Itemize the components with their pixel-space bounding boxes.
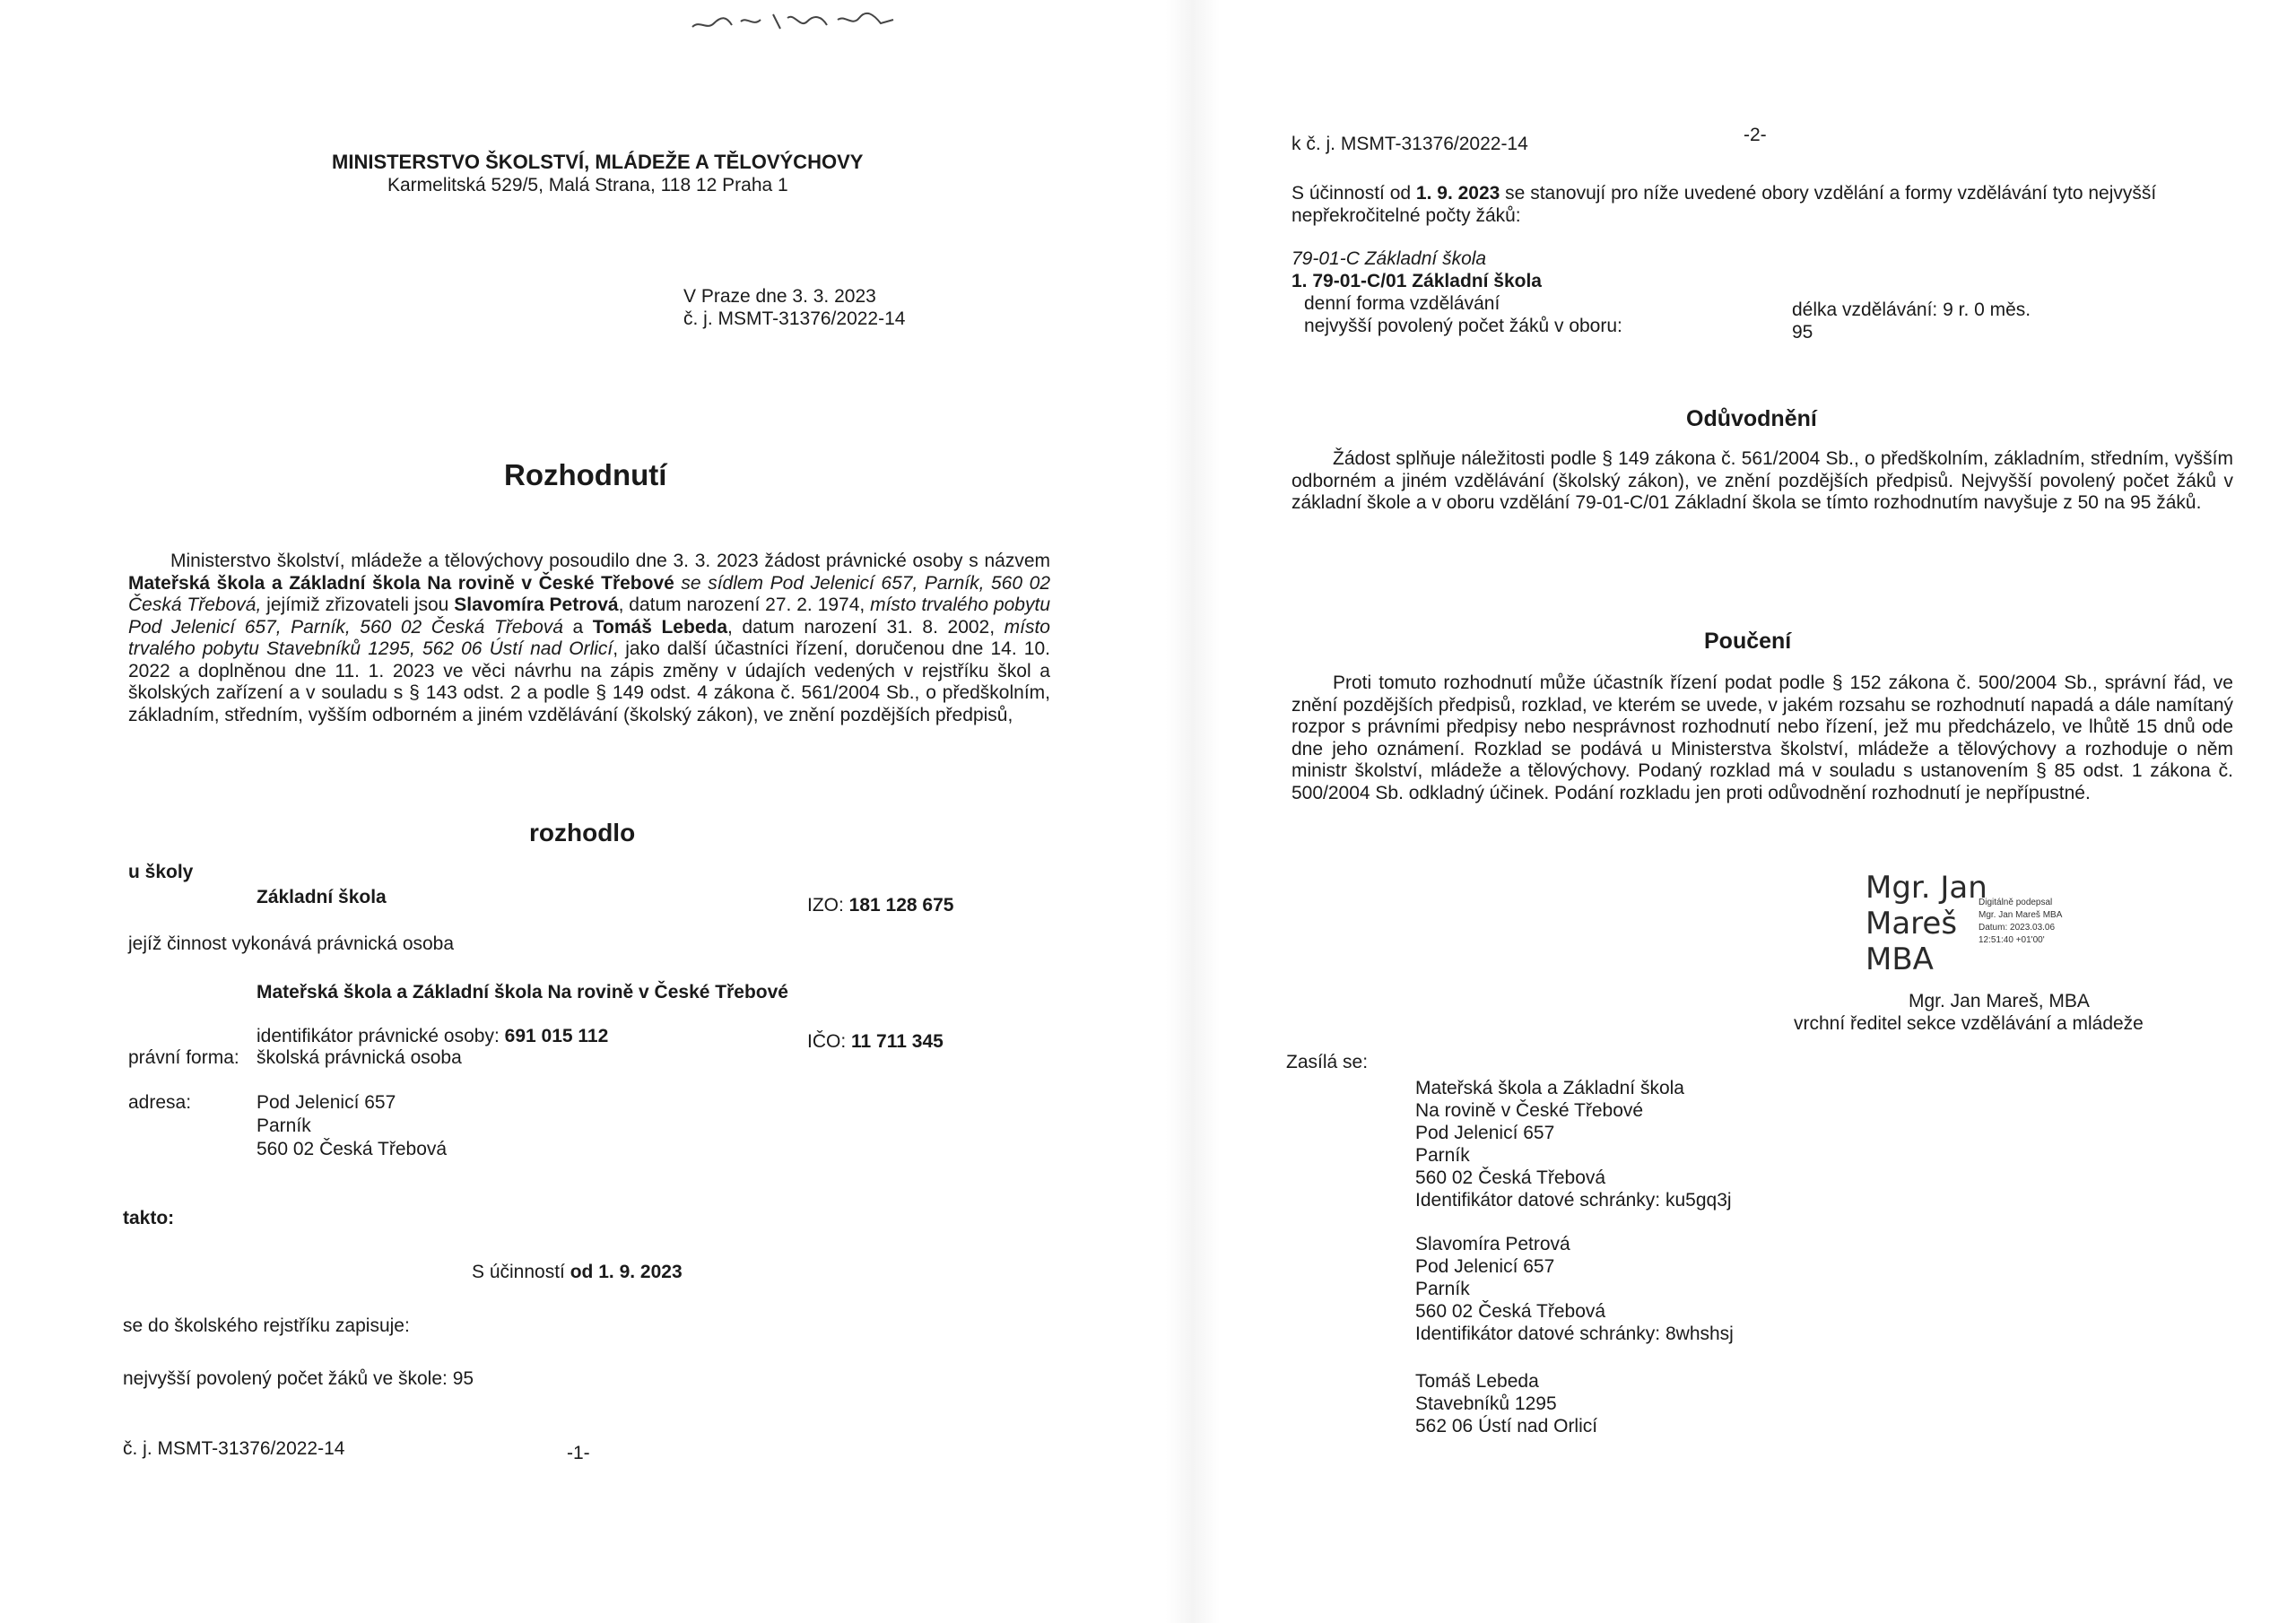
- signature-meta: Datum: 2023.03.06: [1979, 923, 2056, 933]
- signature-name: Mgr. Jan: [1866, 870, 1987, 906]
- date-line: V Praze dne 3. 3. 2023: [683, 286, 876, 307]
- izo: IZO: 181 128 675: [807, 895, 954, 916]
- signature-meta: 12:51:40 +01'00': [1979, 935, 2045, 945]
- address-line: 560 02 Česká Třebová: [257, 1139, 448, 1159]
- recipient-line: Parník: [1415, 1279, 1470, 1299]
- recipient-line: Identifikátor datové schránky: ku5gq3j: [1415, 1190, 1732, 1211]
- recipient-line: Identifikátor datové schránky: 8whshsj: [1415, 1324, 1734, 1344]
- signer-name: Mgr. Jan Mareš, MBA: [1909, 991, 2090, 1011]
- reference-number: k č. j. MSMT-31376/2022-14: [1292, 134, 1528, 154]
- signature-meta: Digitálně podepsal: [1979, 898, 2053, 907]
- ico: IČO: 11 711 345: [807, 1031, 944, 1052]
- effective-date-line: S účinností od 1. 9. 2023: [472, 1262, 683, 1282]
- recipient-line: Mateřská škola a Základní škola: [1415, 1078, 1684, 1098]
- recipient-line: Pod Jelenicí 657: [1415, 1256, 1555, 1277]
- address-line: Parník: [257, 1115, 311, 1136]
- signature-name: Mareš: [1866, 906, 1958, 942]
- sent-to-label: Zasílá se:: [1286, 1052, 1369, 1072]
- address-line: Pod Jelenicí 657: [257, 1092, 396, 1113]
- recipient-line: 560 02 Česká Třebová: [1415, 1167, 1606, 1188]
- capacity-line: nejvyšší povolený počet žáků ve škole: 95: [123, 1368, 474, 1389]
- legal-entity-id: identifikátor právnické osoby: 691 015 112: [257, 1026, 609, 1046]
- instruction-text: Proti tomuto rozhodnutí může účastník řízení podat podle § 152 zákona č. 500/2004 Sb., správní řád, ve znění pozdějších předpisů, rozklad, ve kterém se uvede, v jakém rozsahu se rozhodnutí napadá a dále namítaný rozpor s právními předpisy nebo nesprávnost rozhodnutí nebo řízení, jež mu předcházelo, ve lhůtě 15 dnů ode dne jeho oznámení. Rozklad se podává u Ministerstva školství, mládeže a tělovýchovy a rozhoduje o něm ministr školství, mládeže a tělovýchovy. Podaný rozklad má v souladu s ustanovením § 85 odst. 1 zákona č. 500/2004 Sb. odkladný účinek. Podání rozkladu jen proti odůvodnění rozhodnutí je nepřípustné.: [1292, 673, 2233, 803]
- recipient-line: Pod Jelenicí 657: [1415, 1123, 1555, 1143]
- page-gutter: [1166, 0, 1220, 1623]
- decision-title: Rozhodnutí: [504, 458, 667, 491]
- legal-form-label: právní forma:: [128, 1047, 239, 1068]
- effective-paragraph: S účinností od 1. 9. 2023 se stanovují pro níže uvedené obory vzdělání a formy vzdělávání tyto nejvyšší nepřekročitelné počty žáků:: [1292, 183, 2157, 226]
- page-number: -1-: [567, 1443, 590, 1463]
- recipient-line: Parník: [1415, 1145, 1470, 1166]
- page-2: [1229, 0, 2296, 1623]
- signature-name: MBA: [1866, 942, 1934, 977]
- recipient-line: Na rovině v České Třebové: [1415, 1100, 1644, 1121]
- footer-reference: č. j. MSMT-31376/2022-14: [123, 1438, 345, 1459]
- max-label: nejvyšší povolený počet žáků v oboru:: [1304, 316, 1622, 336]
- decided-heading: rozhodlo: [529, 819, 636, 846]
- recipient-line: Stavebníků 1295: [1415, 1393, 1557, 1414]
- reasoning-text: Žádost splňuje náležitosti podle § 149 zákona č. 561/2004 Sb., o předškolním, základním, středním, vyšším odborném a jiném vzdělávání (školský zákon), ve znění pozdějších předpisů. Nejvyšší povolený počet žáků v základní škole a v oboru vzdělání 79-01-C/01 Základní škola se tímto rozhodnutím navyšuje z 50 na 95 žáků.: [1292, 448, 2233, 513]
- signer-title: vrchní ředitel sekce vzdělávání a mládeže: [1794, 1013, 2144, 1034]
- field-item: 1. 79-01-C/01 Základní škola: [1292, 271, 1542, 291]
- operator-label: jejíž činnost vykonává právnická osoba: [128, 933, 455, 954]
- thus-label: takto:: [123, 1208, 175, 1228]
- address-label: adresa:: [128, 1092, 192, 1113]
- field-group: 79-01-C Základní škola: [1292, 248, 1487, 269]
- school-name: Základní škola: [257, 887, 387, 907]
- ministry-address: Karmelitská 529/5, Malá Strana, 118 12 Praha 1: [387, 175, 788, 195]
- form-label: denní forma vzdělávání: [1304, 293, 1500, 314]
- register-line: se do školského rejstříku zapisuje:: [123, 1315, 410, 1336]
- operator-name: Mateřská škola a Základní škola Na rovině v České Třebové: [257, 982, 788, 1002]
- instruction-heading: Poučení: [1704, 629, 1792, 654]
- reference-number: č. j. MSMT-31376/2022-14: [683, 308, 906, 329]
- recipient-line: 562 06 Ústí nad Orlicí: [1415, 1416, 1598, 1436]
- reasoning-heading: Odůvodnění: [1686, 406, 1817, 431]
- intro-paragraph: Ministerstvo školství, mládeže a tělovýchovy posoudilo dne 3. 3. 2023 žádost právnické osoby s názvem Mateřská škola a Základní škola Na rovině v České Třebové se sídlem Pod Jelenicí 657, Parník, 560 02 Česká Třebová, jejímiž zřizovateli jsou Slavomíra Petrová, datum narození 27. 2. 1974, místo trvalého pobytu Pod Jelenicí 657, Parník, 560 02 Česká Třebová a Tomáš Lebeda, datum narození 31. 8. 2002, místo trvalého pobytu Stavebníků 1295, 562 06 Ústí nad Orlicí, jako další účastníci řízení, doručenou dne 14. 10. 2022 a doplněnou dne 11. 1. 2023 ve věci návrhu na zápis změny v údajích vedených v rejstříku škol a školských zařízení a v souladu s § 143 odst. 2 a podle § 149 odst. 4 zákona č. 561/2004 Sb., o předškolním, základním, středním, vyšším odborném a jiném vzdělávání (školský zákon), ve znění pozdějších předpisů,: [128, 551, 1051, 725]
- recipient-line: 560 02 Česká Třebová: [1415, 1301, 1606, 1322]
- recipient-line: Tomáš Lebeda: [1415, 1371, 1539, 1392]
- max-value: 95: [1792, 322, 1813, 343]
- signature-meta: Mgr. Jan Mareš MBA: [1979, 910, 2063, 920]
- recipient-line: Slavomíra Petrová: [1415, 1234, 1570, 1254]
- handwritten-mark: [691, 4, 897, 34]
- legal-form-value: školská právnická osoba: [257, 1047, 462, 1068]
- ministry-name: MINISTERSTVO ŠKOLSTVÍ, MLÁDEŽE A TĚLOVÝCHOVY: [332, 151, 864, 173]
- page-number: -2-: [1744, 125, 1767, 145]
- duration: délka vzdělávání: 9 r. 0 měs.: [1792, 299, 2031, 320]
- school-label: u školy: [128, 862, 194, 882]
